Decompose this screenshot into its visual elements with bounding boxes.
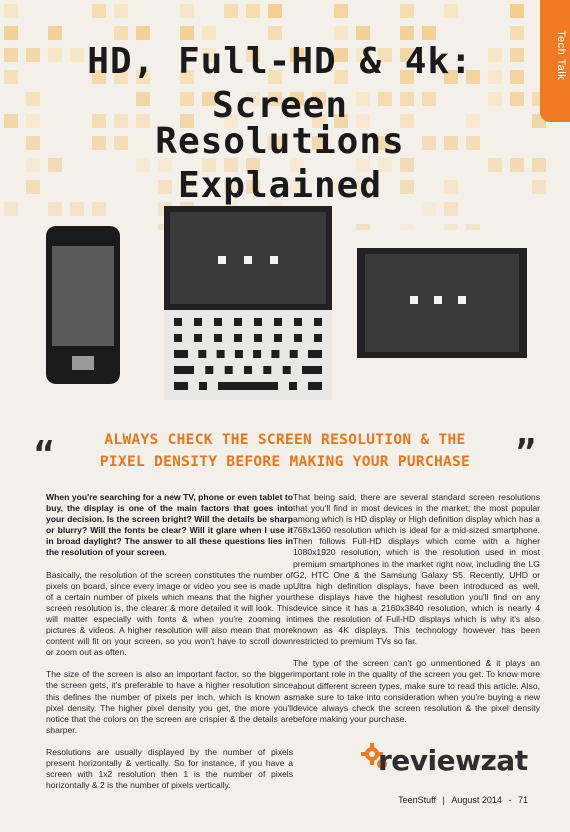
checker-square bbox=[488, 48, 502, 62]
checker-square bbox=[26, 136, 40, 150]
keyboard-key bbox=[289, 382, 297, 390]
keyboard-key bbox=[254, 318, 262, 326]
body-paragraph: That being said, there are several standard screen resolutions that you'll find in most devices in the market; the most popular among which is HD display or High definition display which has a 768x1360 resolution which is ideal for a mid-sized smartphone. Then follows Full-HD displays which come with a higher 1080x1920 resolution, which is the resolution used in most premium smartphones in the market right now, including the LG G2, HTC One & the Samsung Galaxy S5. Recently, UHD or Ultra high definition displays, have been introduced as well, these displays have the highest resolution you'll find on any device since it has a 2160x3840 resolution, which is nearly 4 times the resolution of Full-HD displays which is why it's also known as 4K displays. This technology however has been restricted to premium TVs so far. bbox=[293, 492, 540, 647]
checker-square bbox=[422, 26, 436, 40]
keyboard-key bbox=[217, 350, 225, 358]
checker-square bbox=[4, 4, 18, 18]
device-illustration bbox=[0, 196, 570, 426]
pull-quote-line-1: ALWAYS CHECK THE SCREEN RESOLUTION & THE bbox=[104, 432, 466, 448]
keyboard-key bbox=[294, 318, 302, 326]
keyboard-key bbox=[205, 366, 213, 374]
keyboard-key bbox=[198, 350, 206, 358]
keyboard-key bbox=[314, 334, 322, 342]
checker-square bbox=[400, 4, 414, 18]
checker-square bbox=[532, 180, 546, 194]
phone-icon bbox=[46, 226, 120, 384]
keyboard-key bbox=[254, 334, 262, 342]
checker-square bbox=[136, 26, 150, 40]
checker-square bbox=[334, 4, 348, 18]
keyboard-key bbox=[308, 350, 322, 358]
checker-square bbox=[246, 4, 260, 18]
keyboard-key bbox=[194, 334, 202, 342]
checker-square bbox=[224, 4, 238, 18]
title-line-1: HD, Full-HD & 4k: bbox=[87, 41, 473, 82]
checker-square bbox=[488, 158, 502, 172]
checker-square bbox=[26, 180, 40, 194]
checker-square bbox=[510, 70, 524, 84]
checker-square bbox=[180, 26, 194, 40]
logo-wordmark: reviewzat bbox=[378, 744, 528, 777]
page-footer bbox=[396, 795, 530, 805]
body-paragraph: The size of the screen is also an important factor, so the bigger the screen gets, it's preferable to have a higher resolution since this defines the number of pixels per inch, which is known as pixel density. The higher pixel density you get, the more you'll notice that the colors on the screen are crispier & the details are sharper. bbox=[46, 669, 293, 735]
pull-quote bbox=[30, 428, 540, 480]
checker-square bbox=[114, 4, 128, 18]
keyboard-key bbox=[174, 318, 182, 326]
checker-square bbox=[180, 4, 194, 18]
body-paragraph: Resolutions are usually displayed by the number of pixels present horizontally & vertically. So for instance, if you have a screen with 1x2 resolution then 1 is the number of pixels horizontally & 2 is the number of pixels vertically. bbox=[46, 746, 293, 791]
reviewzat-logo bbox=[358, 742, 528, 780]
footer-issue: August 2014 bbox=[451, 795, 502, 805]
keyboard-key bbox=[290, 350, 298, 358]
keyboard-key bbox=[174, 382, 188, 390]
keyboard-key bbox=[302, 366, 322, 374]
keyboard-key bbox=[244, 366, 252, 374]
checker-square bbox=[48, 26, 62, 40]
keyboard-key bbox=[214, 318, 222, 326]
checker-square bbox=[400, 26, 414, 40]
keyboard-key bbox=[294, 334, 302, 342]
checker-square bbox=[532, 158, 546, 172]
title-line-2: Screen Resolutions bbox=[155, 85, 405, 162]
checker-square bbox=[4, 70, 18, 84]
keyboard-key bbox=[174, 334, 182, 342]
keyboard-key bbox=[174, 350, 188, 358]
keyboard-key bbox=[235, 350, 243, 358]
checker-square bbox=[510, 4, 524, 18]
monitor-icon bbox=[357, 248, 527, 358]
checker-square bbox=[510, 92, 524, 106]
keyboard-key bbox=[225, 366, 233, 374]
close-quote-mark: ” bbox=[515, 433, 536, 473]
checker-square bbox=[510, 26, 524, 40]
keyboard-key bbox=[214, 334, 222, 342]
checker-square bbox=[26, 158, 40, 172]
keyboard-key bbox=[308, 382, 322, 390]
keyboard-key bbox=[234, 334, 242, 342]
checker-square bbox=[4, 26, 18, 40]
keyboard-key bbox=[234, 318, 242, 326]
keyboard-key bbox=[271, 350, 279, 358]
checker-square bbox=[202, 26, 216, 40]
keyboard-key bbox=[253, 350, 261, 358]
keyboard-key bbox=[194, 318, 202, 326]
footer-separator: | bbox=[442, 795, 445, 805]
checker-square bbox=[4, 48, 18, 62]
keyboard-key bbox=[199, 382, 207, 390]
checker-square bbox=[488, 92, 502, 106]
checker-square bbox=[510, 158, 524, 172]
checker-square bbox=[488, 70, 502, 84]
body-paragraph: The type of the screen can't go unmentioned & it plays an important role in the quality of the screen you get. To know more about different screen types, make sure to read this article. Also, make sure to take into consideration when you're buying a new device always check the screen resolution & the pixel density before making your purchase. bbox=[293, 658, 540, 724]
right-column bbox=[293, 492, 540, 736]
checker-square bbox=[26, 48, 40, 62]
checker-square bbox=[26, 92, 40, 106]
checker-square bbox=[114, 26, 128, 40]
laptop-icon bbox=[164, 206, 332, 400]
checker-square bbox=[48, 158, 62, 172]
checker-square bbox=[268, 26, 282, 40]
section-tab-label: Tech Talk bbox=[555, 30, 567, 81]
footer-page-number: 71 bbox=[517, 795, 528, 805]
open-quote-mark: “ bbox=[34, 435, 55, 475]
keyboard-key bbox=[174, 366, 194, 374]
checker-square bbox=[356, 26, 370, 40]
checker-square bbox=[48, 48, 62, 62]
title-line-3: Explained bbox=[177, 165, 383, 206]
pull-quote-line-2: PIXEL DENSITY BEFORE MAKING YOUR PURCHASE bbox=[99, 454, 471, 470]
keyboard-key bbox=[274, 318, 282, 326]
left-column bbox=[46, 492, 293, 802]
keyboard-key bbox=[263, 366, 271, 374]
keyboard-key bbox=[283, 366, 291, 374]
checker-square bbox=[26, 114, 40, 128]
keyboard-key bbox=[274, 334, 282, 342]
article-title bbox=[80, 41, 480, 206]
section-tab bbox=[540, 0, 570, 122]
devices-svg bbox=[0, 196, 570, 426]
checker-square bbox=[4, 114, 18, 128]
footer-magazine: TeenStuff bbox=[398, 795, 437, 805]
checker-square bbox=[444, 4, 458, 18]
checker-square bbox=[268, 4, 282, 18]
checker-square bbox=[92, 4, 106, 18]
keyboard-key bbox=[218, 382, 278, 390]
intro-paragraph: When you're searching for a new TV, phone or even tablet to buy, the display is one of the main factors that goes into your decision. Is the screen bright? Will the details be sharp or blurry? Will the fonts be clear? Will it glare when I use it in broad daylight? The answer to all these questions lies in the resolution of your screen. bbox=[46, 492, 293, 558]
checker-square bbox=[510, 48, 524, 62]
body-paragraph: Basically, the resolution of the screen constitutes the number of pixels on board, since every image or video you see is made up of a certain number of pixels which means that the higher your screen resolution is, the clearer & more detailed it will look. This will matter especially with fonts & when you're zooming in pictures & videos. A higher resolution will also mean that more content will fit on your screen, so you won't have to scroll down or zoom out as often. bbox=[46, 569, 293, 658]
keyboard-key bbox=[314, 318, 322, 326]
checker-square bbox=[334, 26, 348, 40]
footer-dash: - bbox=[508, 795, 512, 805]
